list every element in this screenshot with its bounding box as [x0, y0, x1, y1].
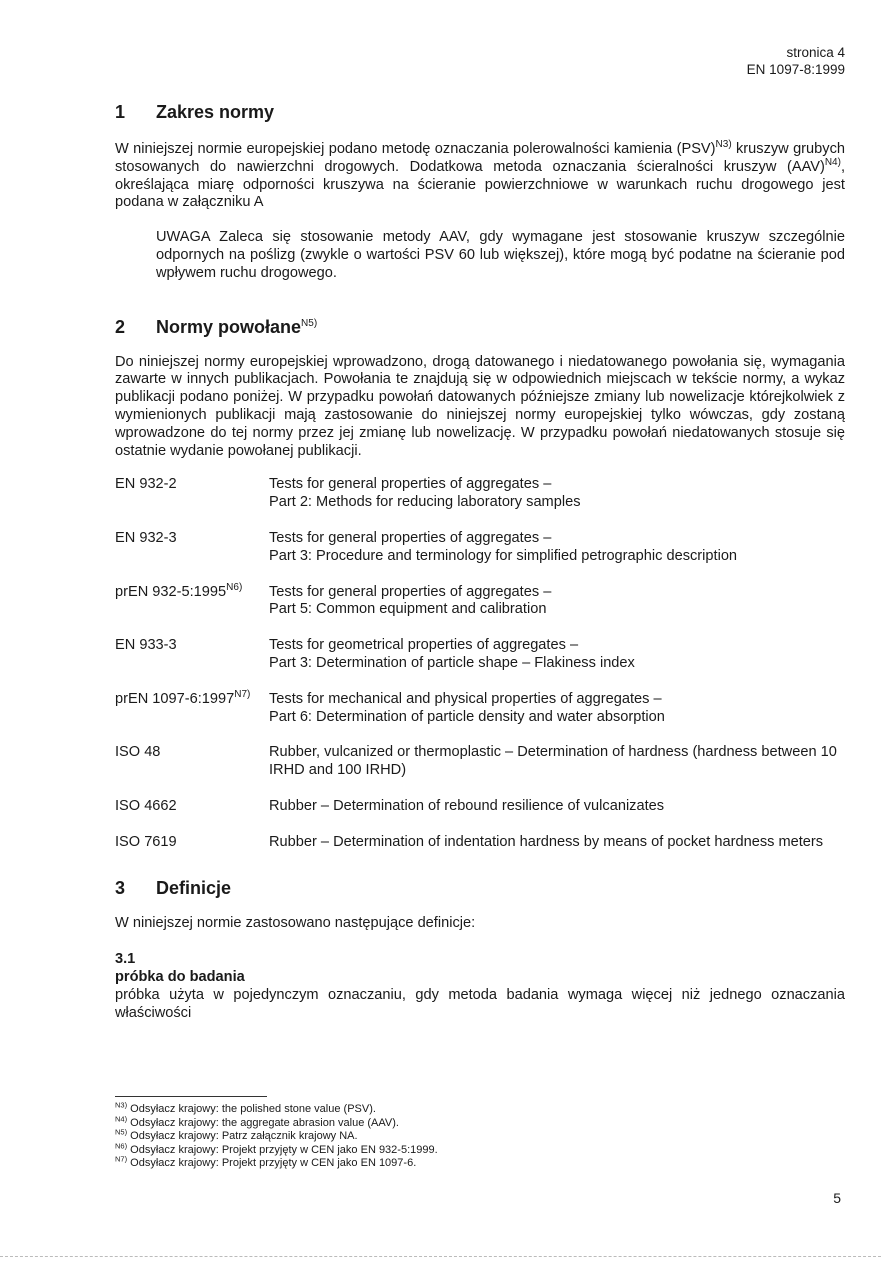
section-3-title: Definicje	[156, 877, 232, 898]
footnote-ref-n6: N6)	[226, 581, 243, 593]
reference-code: EN 932-2	[115, 476, 177, 493]
section-1-text-part2: kruszyw grubych stosowanych do nawierzchni drogowych. Dodatkowa metoda oznaczania ścieralności kruszyw (AAV)	[115, 141, 845, 175]
section-1-number: 1	[115, 102, 126, 122]
section-3-intro: W niniejszej normie zastosowano następujące definicje:	[115, 914, 476, 931]
section-3-heading	[115, 876, 845, 900]
footnote-item: $^{N4)}$ Odsyłacz krajowy: the aggregate abrasion value (AAV).	[115, 1113, 399, 1129]
reference-code: ISO 7619	[115, 833, 177, 850]
reference-row	[115, 476, 845, 512]
footnote-ref-n4: N4)	[824, 156, 841, 168]
normative-references-list	[115, 476, 845, 851]
reference-code: prEN $1097-6:1997^{N7)}$	[115, 688, 251, 707]
reference-title: Tests for general properties of aggregates – Part 2: Methods for reducing laboratory samples	[269, 476, 581, 511]
footnote-divider	[115, 1096, 267, 1097]
reference-row	[115, 798, 845, 816]
section-1-paragraph	[115, 141, 845, 212]
footnote-item: $^{N7)}$ Odsyłacz krajowy: Projekt przyjęty w CEN jako EN 1097-6.	[115, 1154, 417, 1169]
section-1-text-part3: , określająca miarę odporności kruszywa na ścieranie powierzchniowe w warunkach ruchu drogowego jest podana w załączniku A	[115, 158, 845, 211]
section-2-title-text: Normy powołane	[156, 316, 302, 337]
reference-row	[115, 530, 845, 566]
reference-code: EN 932-3	[115, 529, 177, 546]
reference-row	[115, 688, 845, 727]
reference-title: Rubber, vulcanized or thermoplastic – Determination of hardness (hardness between 10 IRHD and 100 IRHD)	[269, 744, 837, 779]
page-number: 5	[833, 1190, 841, 1206]
section-3-number: 3	[115, 877, 126, 898]
footnote-item: $^{N3)}$ Odsyłacz krajowy: the polished stone value (PSV).	[115, 1100, 376, 1115]
section-1-note: UWAGA Zaleca się stosowanie metody AAV, gdy wymagane jest stosowanie kruszyw szczególnie odpornych na poślizg (zwykle o wartości PSV 60 lub większej), które mogą być podatne na ścieranie pod wpływem ruchu drogowego.	[156, 229, 845, 281]
definition-text: próbka użyta w pojedynczym oznaczaniu, gdy metoda badania wymaga więcej niż jednego oznaczania właściwości	[115, 986, 845, 1021]
section-2-title	[156, 315, 317, 339]
section-1-heading	[115, 100, 845, 124]
reference-title: Tests for general properties of aggregates – Part 5: Common equipment and calibration	[269, 583, 552, 618]
footnotes	[115, 1096, 715, 1171]
standard-code: EN 1097-8:1999	[746, 62, 845, 77]
definition-number: 3.1	[115, 951, 136, 968]
footnote-ref-n3: N3)	[715, 139, 732, 151]
reference-row	[115, 581, 845, 620]
page-header	[747, 44, 845, 78]
footnote-ref-n5: N5)	[301, 317, 318, 329]
footnote-item: $^{N6)}$ Odsyłacz krajowy: Projekt przyjęty w CEN jako EN 932-5:1999.	[115, 1140, 438, 1156]
reference-row	[115, 744, 845, 780]
reference-code: prEN $932-5:1995^{N6)}$	[115, 581, 243, 600]
main-content	[115, 100, 845, 1023]
reference-title: Rubber – Determination of indentation hardness by means of pocket hardness meters	[269, 833, 824, 850]
section-1-text-part1: W niniejszej normie europejskiej podano metodę oznaczania polerowalności kamienia (PSV)	[115, 141, 716, 157]
reference-title: Rubber – Determination of rebound resilience of vulcanizates	[269, 797, 665, 814]
scan-bottom-edge	[0, 1256, 881, 1257]
reference-title: Tests for mechanical and physical properties of aggregates – Part 6: Determination of particle density and water absorption	[269, 690, 665, 725]
section-1-title: Zakres normy	[156, 102, 275, 122]
reference-row	[115, 834, 845, 852]
section-2-paragraph: Do niniejszej normy europejskiej wprowadzono, drogą datowanego i niedatowanego powołania się, wymagania zawarte w innych publikacjach. Powołania te znajdują się w odpowiednich miejscach w tekście normy, a wykaz publikacji podano poniżej. W przypadku powołań datowanych późniejsze zmiany lub nowelizacje którejkolwiek z wymienionych publikacji mają zastosowanie do niniejszej normy europejskiej tylko wówczas, gdy zostaną wprowadzone do tej normy przez jej zmianę lub nowelizację. W przypadku powołań niedatowanych stosuje się ostatnie wydanie powołanej publikacji.	[115, 353, 845, 459]
page-label: stronica 4	[786, 45, 845, 60]
reference-code: ISO 48	[115, 744, 161, 761]
footnote-ref-n7: N7)	[234, 688, 251, 700]
reference-title: Tests for geometrical properties of aggregates – Part 3: Determination of particle shape – Flakiness index	[269, 637, 635, 671]
reference-title: Tests for general properties of aggregates – Part 3: Procedure and terminology for simplified petrographic description	[269, 529, 738, 564]
reference-code: ISO 4662	[115, 797, 177, 814]
section-2-number: 2	[115, 316, 126, 337]
footnote-item: $^{N5)}$ Odsyłacz krajowy: Patrz załącznik krajowy NA.	[115, 1127, 358, 1142]
section-2-heading	[115, 315, 845, 339]
definition-term: próbka do badania	[115, 969, 245, 986]
reference-code: EN 933-3	[115, 637, 177, 654]
reference-row	[115, 637, 845, 673]
